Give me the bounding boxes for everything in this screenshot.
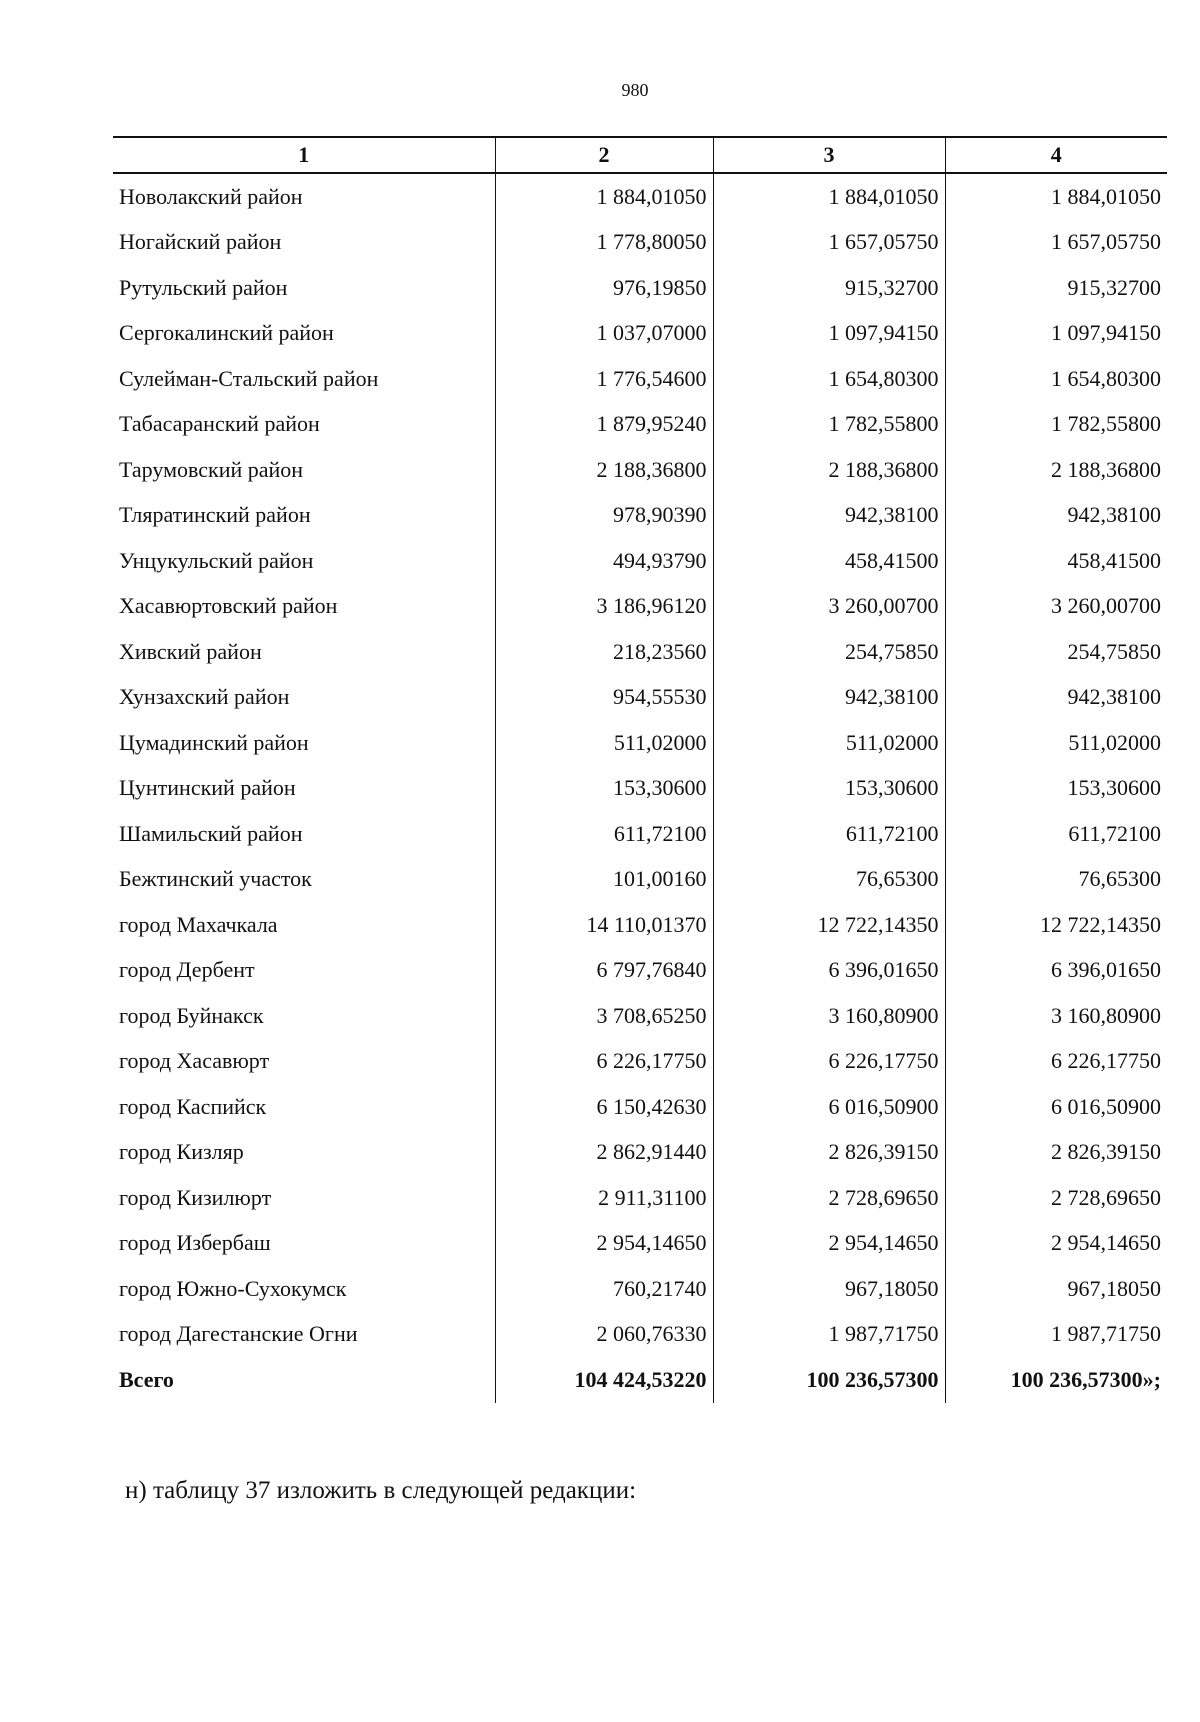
value-cell-col3: 3 260,00700 [713, 584, 945, 630]
value-cell-col2: 511,02000 [495, 720, 713, 766]
value-cell-col4: 2 954,14650 [945, 1221, 1167, 1267]
data-table [113, 136, 1167, 1403]
table-row [113, 356, 1167, 402]
value-cell-col3: 1 097,94150 [713, 311, 945, 357]
value-cell-col3: 76,65300 [713, 857, 945, 903]
value-cell-col4: 153,30600 [945, 766, 1167, 812]
value-cell-col4: 1 097,94150 [945, 311, 1167, 357]
table-row [113, 447, 1167, 493]
value-cell-col3: 6 226,17750 [713, 1039, 945, 1085]
value-cell-col3: 1 657,05750 [713, 220, 945, 266]
value-cell-col4: 2 188,36800 [945, 447, 1167, 493]
table-row [113, 948, 1167, 994]
value-cell-col2: 6 150,42630 [495, 1084, 713, 1130]
value-cell-col4: 12 722,14350 [945, 902, 1167, 948]
value-cell-col2: 1 776,54600 [495, 356, 713, 402]
table-row [113, 1266, 1167, 1312]
region-name-cell: город Каспийск [119, 1093, 267, 1119]
value-cell-col4: 511,02000 [945, 720, 1167, 766]
value-cell-col4: 458,41500 [945, 538, 1167, 584]
value-cell-col4: 2 728,69650 [945, 1175, 1167, 1221]
table-row [113, 766, 1167, 812]
value-cell-col2: 978,90390 [495, 493, 713, 539]
value-cell-col3: 6 396,01650 [713, 948, 945, 994]
table-body [113, 173, 1167, 1403]
region-name-cell: Тарумовский район [119, 456, 304, 482]
value-cell-col2: 1 037,07000 [495, 311, 713, 357]
value-cell-col4: 942,38100 [945, 493, 1167, 539]
region-name-cell: Цунтинский район [119, 775, 296, 801]
table-row [113, 493, 1167, 539]
table-row [113, 265, 1167, 311]
value-cell-col3: 942,38100 [713, 493, 945, 539]
region-name-cell: Унцукульский район [119, 547, 314, 573]
table-row [113, 173, 1167, 220]
value-cell-col2: 1 884,01050 [495, 173, 713, 220]
value-cell-col4: 611,72100 [945, 811, 1167, 857]
total-row [113, 1357, 1167, 1403]
value-cell-col4: 3 260,00700 [945, 584, 1167, 630]
value-cell-col2: 101,00160 [495, 857, 713, 903]
value-cell-col2: 494,93790 [495, 538, 713, 584]
total-label: Всего [119, 1366, 174, 1392]
table-row [113, 402, 1167, 448]
region-name-cell: город Махачкала [119, 911, 278, 937]
value-cell-col3: 1 782,55800 [713, 402, 945, 448]
value-cell-col2: 954,55530 [495, 675, 713, 721]
region-name-cell: Бежтинский участок [119, 866, 312, 892]
value-cell-col3: 915,32700 [713, 265, 945, 311]
value-cell-col2: 3 708,65250 [495, 993, 713, 1039]
region-name-cell: город Южно-Сухокумск [119, 1275, 347, 1301]
value-cell-col4: 254,75850 [945, 629, 1167, 675]
value-cell-col2: 3 186,96120 [495, 584, 713, 630]
value-cell-col4: 6 226,17750 [945, 1039, 1167, 1085]
value-cell-col3: 1 884,01050 [713, 173, 945, 220]
value-cell-col2: 6 797,76840 [495, 948, 713, 994]
column-header: 1 [113, 137, 495, 173]
value-cell-col3: 153,30600 [713, 766, 945, 812]
region-name-cell: город Дербент [119, 957, 255, 983]
value-cell-col3: 2 954,14650 [713, 1221, 945, 1267]
value-cell-col2: 2 188,36800 [495, 447, 713, 493]
value-cell-col2: 218,23560 [495, 629, 713, 675]
table-row [113, 811, 1167, 857]
value-cell-col4: 3 160,80900 [945, 993, 1167, 1039]
total-value-col3: 100 236,57300 [713, 1357, 945, 1403]
value-cell-col3: 254,75850 [713, 629, 945, 675]
region-name-cell: Хасавюртовский район [119, 593, 338, 619]
table-row [113, 1221, 1167, 1267]
value-cell-col2: 153,30600 [495, 766, 713, 812]
column-header: 3 [713, 137, 945, 173]
table-row [113, 857, 1167, 903]
region-name-cell: Хивский район [119, 638, 262, 664]
value-cell-col2: 2 911,31100 [495, 1175, 713, 1221]
table-header-row [113, 137, 1167, 173]
region-name-cell: Хунзахский район [119, 684, 290, 710]
column-header: 4 [945, 137, 1167, 173]
table-row [113, 902, 1167, 948]
value-cell-col2: 14 110,01370 [495, 902, 713, 948]
table-row [113, 1175, 1167, 1221]
value-cell-col2: 1 879,95240 [495, 402, 713, 448]
value-cell-col2: 1 778,80050 [495, 220, 713, 266]
instruction-text: н) таблицу 37 изложить в следующей редакции: [125, 1477, 637, 1504]
value-cell-col4: 76,65300 [945, 857, 1167, 903]
value-cell-col4: 1 654,80300 [945, 356, 1167, 402]
value-cell-col2: 6 226,17750 [495, 1039, 713, 1085]
region-name-cell: город Кизляр [119, 1139, 244, 1165]
table-row [113, 584, 1167, 630]
region-name-cell: город Дагестанские Огни [119, 1321, 358, 1347]
value-cell-col2: 2 060,76330 [495, 1312, 713, 1358]
value-cell-col3: 2 728,69650 [713, 1175, 945, 1221]
value-cell-col4: 2 826,39150 [945, 1130, 1167, 1176]
table-row [113, 311, 1167, 357]
region-name-cell: Ногайский район [119, 229, 282, 255]
region-name-cell: Шамильский район [119, 820, 303, 846]
value-cell-col2: 976,19850 [495, 265, 713, 311]
value-cell-col3: 6 016,50900 [713, 1084, 945, 1130]
value-cell-col2: 2 862,91440 [495, 1130, 713, 1176]
value-cell-col3: 2 826,39150 [713, 1130, 945, 1176]
region-name-cell: город Буйнакск [119, 1002, 264, 1028]
table-row [113, 1130, 1167, 1176]
region-name-cell: Сергокалинский район [119, 320, 334, 346]
value-cell-col4: 1 782,55800 [945, 402, 1167, 448]
column-header: 2 [495, 137, 713, 173]
region-name-cell: город Избербаш [119, 1230, 271, 1256]
region-name-cell: город Кизилюрт [119, 1184, 272, 1210]
value-cell-col4: 6 016,50900 [945, 1084, 1167, 1130]
value-cell-col2: 2 954,14650 [495, 1221, 713, 1267]
table-row [113, 220, 1167, 266]
value-cell-col3: 3 160,80900 [713, 993, 945, 1039]
value-cell-col4: 6 396,01650 [945, 948, 1167, 994]
region-name-cell: Цумадинский район [119, 729, 309, 755]
value-cell-col4: 1 884,01050 [945, 173, 1167, 220]
table-row [113, 1312, 1167, 1358]
region-name-cell: Табасаранский район [119, 411, 320, 437]
page-number: 980 [621, 80, 649, 100]
table-row [113, 1084, 1167, 1130]
value-cell-col2: 760,21740 [495, 1266, 713, 1312]
table-row [113, 1039, 1167, 1085]
value-cell-col4: 915,32700 [945, 265, 1167, 311]
value-cell-col2: 611,72100 [495, 811, 713, 857]
value-cell-col4: 1 987,71750 [945, 1312, 1167, 1358]
value-cell-col3: 942,38100 [713, 675, 945, 721]
value-cell-col3: 967,18050 [713, 1266, 945, 1312]
value-cell-col4: 942,38100 [945, 675, 1167, 721]
value-cell-col3: 1 654,80300 [713, 356, 945, 402]
value-cell-col4: 1 657,05750 [945, 220, 1167, 266]
region-name-cell: город Хасавюрт [119, 1048, 270, 1074]
total-value-col2: 104 424,53220 [495, 1357, 713, 1403]
table-row [113, 629, 1167, 675]
value-cell-col4: 967,18050 [945, 1266, 1167, 1312]
region-name-cell: Рутульский район [119, 274, 288, 300]
value-cell-col3: 2 188,36800 [713, 447, 945, 493]
region-name-cell: Сулейман-Стальский район [119, 365, 379, 391]
value-cell-col3: 458,41500 [713, 538, 945, 584]
value-cell-col3: 611,72100 [713, 811, 945, 857]
value-cell-col3: 511,02000 [713, 720, 945, 766]
value-cell-col3: 1 987,71750 [713, 1312, 945, 1358]
table-row [113, 675, 1167, 721]
region-name-cell: Тляратинский район [119, 502, 311, 528]
table-row [113, 720, 1167, 766]
table-row [113, 993, 1167, 1039]
value-cell-col3: 12 722,14350 [713, 902, 945, 948]
data-table-container [113, 136, 1167, 1403]
region-name-cell: Новолакский район [119, 183, 303, 209]
table-row [113, 538, 1167, 584]
total-value-col4: 100 236,57300»; [945, 1357, 1167, 1403]
